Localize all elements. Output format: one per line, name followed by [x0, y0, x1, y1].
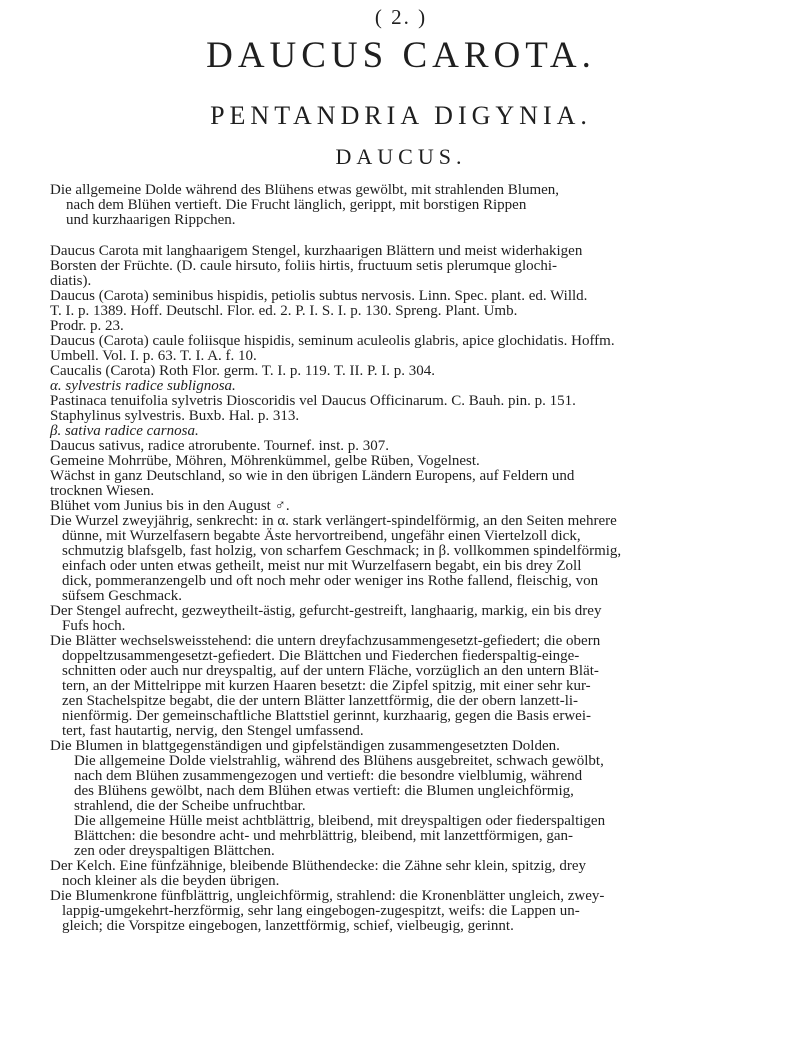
text-line: Der Kelch. Eine fünfzähnige, bleibende Blüthendecke: die Zähne sehr klein, spitzig, drey	[50, 858, 587, 874]
text-line: tern, an der Mittelrippe mit kurzen Haaren besetzt: die Zipfel spitzig, mit einer sehr kur-	[62, 678, 591, 694]
page-number: ( 2. )	[374, 5, 428, 29]
text-line: α. sylvestris radice sublignosa.	[50, 378, 236, 394]
description-root	[50, 514, 752, 604]
text-line: Daucus Carota mit langhaarigem Stengel, kurzhaarigen Blättern und meist widerhakigen	[50, 243, 583, 259]
text-line: dünne, mit Wurzelfasern begabte Äste hervortreibend, ungefähr einen Viertelzoll dick,	[62, 528, 581, 544]
text-line: nienförmig. Der gemeinschaftliche Blattstiel gerinnt, kurzhaarig, gegen die Basis erwei-	[62, 708, 591, 724]
text-line: Prodr. p. 23.	[50, 318, 124, 334]
text-line: schmutzig blafsgelb, fast holzig, von scharfem Geschmack; in β. vollkommen spindelförmig,	[62, 543, 622, 559]
text-line: Daucus (Carota) seminibus hispidis, petiolis subtus nervosis. Linn. Spec. plant. ed. Willd.	[50, 288, 588, 304]
synonymy-section	[50, 244, 752, 514]
description-corolla	[50, 889, 752, 934]
text-line: Pastinaca tenuifolia sylvetris Dioscoridis vel Daucus Officinarum. C. Bauh. pin. p. 151.	[50, 393, 576, 409]
description-leaves	[50, 634, 752, 739]
text-line: süfsem Geschmack.	[62, 588, 182, 604]
text-line: und kurzhaarigen Rippchen.	[66, 212, 236, 228]
text-line: Der Stengel aufrecht, gezweytheilt-ästig, gefurcht-gestreift, langhaarig, markig, ein bis drey	[50, 603, 602, 619]
text-line: Die allgemeine Dolde vielstrahlig, während des Blühens ausgebreitet, schwach gewölbt,	[74, 753, 604, 769]
text-line: nach dem Blühen vertieft. Die Frucht länglich, gerippt, mit borstigen Rippen	[66, 197, 527, 213]
text-line: Daucus sativus, radice atrorubente. Tournef. inst. p. 307.	[50, 438, 390, 454]
text-line: Die Blätter wechselsweisstehend: die untern dreyfachzusammengesetzt-gefiedert; die obern	[50, 633, 601, 649]
text-line: T. I. p. 1389. Hoff. Deutschl. Flor. ed. 2. P. I. S. I. p. 130. Spreng. Plant. Umb.	[50, 303, 518, 319]
description-flowers	[50, 739, 752, 859]
genus-heading: DAUCUS.	[335, 144, 467, 169]
text-line: Die Blumen in blattgegenständigen und gipfelständigen zusammengesetzten Dolden.	[50, 738, 560, 754]
linnaean-class-heading: PENTANDRIA DIGYNIA.	[210, 101, 592, 130]
text-line: schnitten oder auch nur dreyspaltig, auf der untern Fläche, vorzüglich an den untern Blät-	[62, 663, 599, 679]
text-line: strahlend, die der Scheibe unfruchtbar.	[74, 798, 306, 814]
text-line: Gemeine Mohrrübe, Möhren, Möhrenkümmel, gelbe Rüben, Vogelnest.	[50, 453, 480, 469]
text-line: β. sativa radice carnosa.	[50, 423, 199, 439]
text-line: nach dem Blühen zusammengezogen und vertieft: die besondre vielblumig, während	[74, 768, 583, 784]
text-line: Die Blumenkrone fünfblättrig, ungleichförmig, strahlend: die Kronenblätter ungleich, zwey-	[50, 888, 605, 904]
text-line: Wächst in ganz Deutschland, so wie in den übrigen Ländern Europens, auf Feldern und	[50, 468, 575, 484]
text-line: des Blühens gewölbt, nach dem Blühen etwas vertieft: die Blumen ungleichförmig,	[74, 783, 574, 799]
text-line: Daucus (Carota) caule foliisque hispidis, seminum aculeolis glabris, apice glochidatis. Hoffm.	[50, 333, 615, 349]
text-line: trocknen Wiesen.	[50, 483, 155, 499]
text-line: Die allgemeine Hülle meist achtblättrig, bleibend, mit dreyspaltigen oder fiederspaltigen	[74, 813, 606, 829]
description-stem	[50, 604, 752, 634]
text-line: Blühet vom Junius bis in den August ♂.	[50, 498, 290, 514]
text-line: einfach oder unten etwas getheilt, meist nur mit Wurzelfasern begabt, ein bis drey Zoll	[62, 558, 582, 574]
genus-description	[50, 183, 752, 228]
text-line: Caucalis (Carota) Roth Flor. germ. T. I. p. 119. T. II. P. I. p. 304.	[50, 363, 435, 379]
text-line: dick, pommeranzengelb und oft noch mehr oder weniger ins Rothe fallend, fleischig, von	[62, 573, 599, 589]
text-line: noch kleiner als die beyden übrigen.	[62, 873, 280, 889]
text-line: tert, fast hautartig, nervig, den Stengel umfassend.	[62, 723, 364, 739]
text-line: Staphylinus sylvestris. Buxb. Hal. p. 313.	[50, 408, 300, 424]
text-line: Fufs hoch.	[62, 618, 126, 634]
text-line: Die allgemeine Dolde während des Blühens etwas gewölbt, mit strahlenden Blumen,	[50, 182, 560, 198]
text-line: Blättchen: die besondre acht- und mehrblättrig, bleibend, mit lanzettförmigen, gan-	[74, 828, 574, 844]
page-title: DAUCUS CAROTA.	[206, 35, 596, 76]
text-line: gleich; die Vorspitze eingebogen, lanzettförmig, schief, vielbeugig, gerinnt.	[62, 918, 514, 934]
text-line: Umbell. Vol. I. p. 63. T. I. A. f. 10.	[50, 348, 257, 364]
text-line: Die Wurzel zweyjährig, senkrecht: in α. stark verlängert-spindelförmig, an den Seiten mehrere	[50, 513, 617, 529]
text-line: Borsten der Früchte. (D. caule hirsuto, foliis hirtis, fructuum setis plerumque glochi-	[50, 258, 557, 274]
description-calyx	[50, 859, 752, 889]
text-line: lappig-umgekehrt-herzförmig, sehr lang eingebogen-zugespitzt, weifs: die Lappen un-	[62, 903, 580, 919]
text-line: doppeltzusammengesetzt-gefiedert. Die Blättchen und Fiederchen fiederspaltig-einge-	[62, 648, 580, 664]
text-line: diatis).	[50, 273, 92, 289]
text-line: zen Stachelspitze begabt, die der untern Blätter lanzettförmig, die der obern lanzett-li-	[62, 693, 579, 709]
text-line: zen oder dreyspaltigen Blättchen.	[74, 843, 275, 859]
